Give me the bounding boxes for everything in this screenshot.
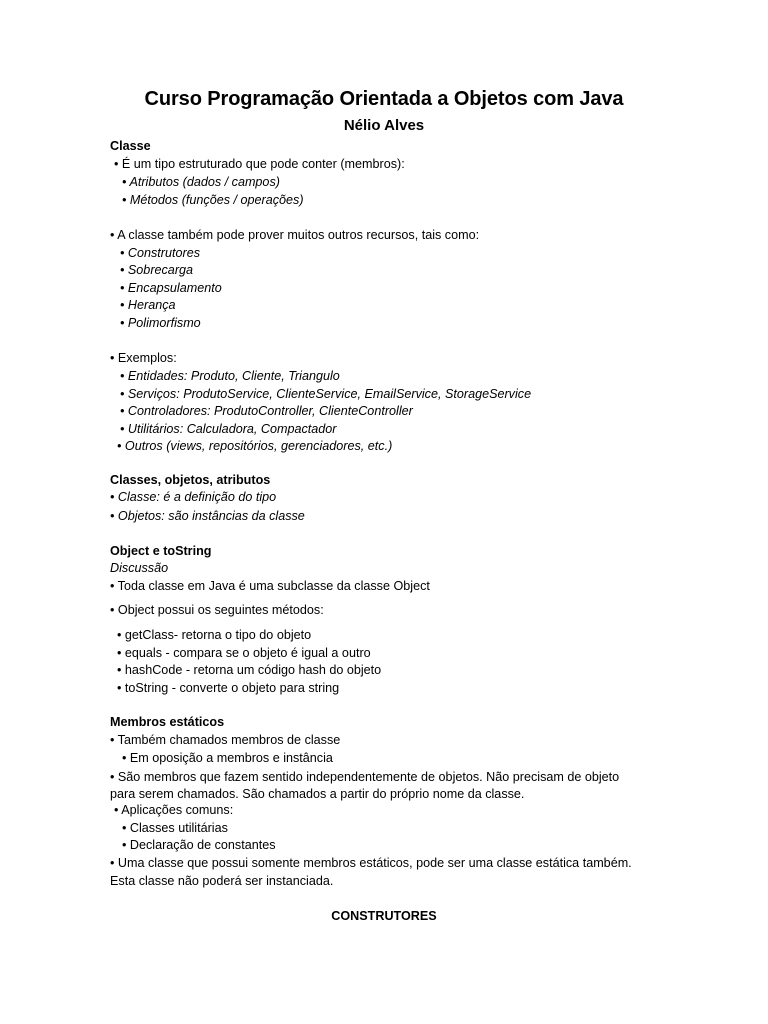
sub-bullet-line: • Classes utilitárias [122,821,228,835]
bullet-line: • Toda classe em Java é uma subclasse da classe Object [110,579,430,593]
bullet-line: • Exemplos: [110,351,177,365]
sub-bullet-line: • Entidades: Produto, Cliente, Triangulo [120,369,340,383]
sub-bullet-line: • Em oposição a membros e instância [122,751,333,765]
bullet-line: • Objetos: são instâncias da classe [110,509,305,523]
bullet-line: • Aplicações comuns: [114,803,234,817]
continuation-line: Esta classe não poderá ser instanciada. [110,874,334,888]
sub-bullet-line: • Polimorfismo [120,316,201,330]
sub-bullet-line: • Construtores [120,246,201,260]
sub-bullet-line: • Encapsulamento [120,281,222,295]
sub-bullet-line: • Métodos (funções / operações) [122,193,304,207]
heading-classes-objetos: Classes, objetos, atributos [110,473,271,487]
subheading-discussao: Discussão [110,561,169,575]
sub-bullet-line: • Controladores: ProdutoController, ClienteController [120,404,413,418]
document-author: Nélio Alves [343,117,425,134]
sub-bullet-line: • hashCode - retorna um código hash do objeto [117,663,382,677]
sub-bullet-line: • Declaração de constantes [122,838,276,852]
sub-bullet-line: • toString - converte o objeto para string [117,681,340,695]
bullet-line: • Object possui os seguintes métodos: [110,603,324,617]
bullet-line: • Uma classe que possui somente membros estáticos, pode ser uma classe estática também. [110,856,632,870]
bullet-line: • A classe também pode prover muitos outros recursos, tais como: [110,228,480,242]
heading-construtores: CONSTRUTORES [331,909,437,923]
sub-bullet-line: • Sobrecarga [120,263,194,277]
bullet-line: • É um tipo estruturado que pode conter (membros): [114,157,405,171]
document-title: Curso Programação Orientada a Objetos com Java [144,88,624,110]
heading-membros-estaticos: Membros estáticos [110,715,225,729]
continuation-line: para serem chamados. São chamados a partir do próprio nome da classe. [110,787,525,801]
bullet-line: • Classe: é a definição do tipo [110,490,277,504]
sub-bullet-line: • getClass- retorna o tipo do objeto [117,628,312,642]
sub-bullet-line: • Utilitários: Calculadora, Compactador [120,422,337,436]
sub-bullet-line: • equals - compara se o objeto é igual a outro [117,646,371,660]
sub-bullet-line: • Herança [120,298,176,312]
bullet-line: • São membros que fazem sentido independentemente de objetos. Não precisam de objeto [110,770,620,784]
sub-bullet-line: • Atributos (dados / campos) [122,175,280,189]
heading-classe: Classe [110,139,151,153]
bullet-line: • Também chamados membros de classe [110,733,341,747]
heading-object-tostring: Object e toString [110,544,212,558]
sub-bullet-line: • Serviços: ProdutoService, ClienteService, EmailService, StorageService [120,387,532,401]
sub-bullet-line: • Outros (views, repositórios, gerenciadores, etc.) [117,439,393,453]
